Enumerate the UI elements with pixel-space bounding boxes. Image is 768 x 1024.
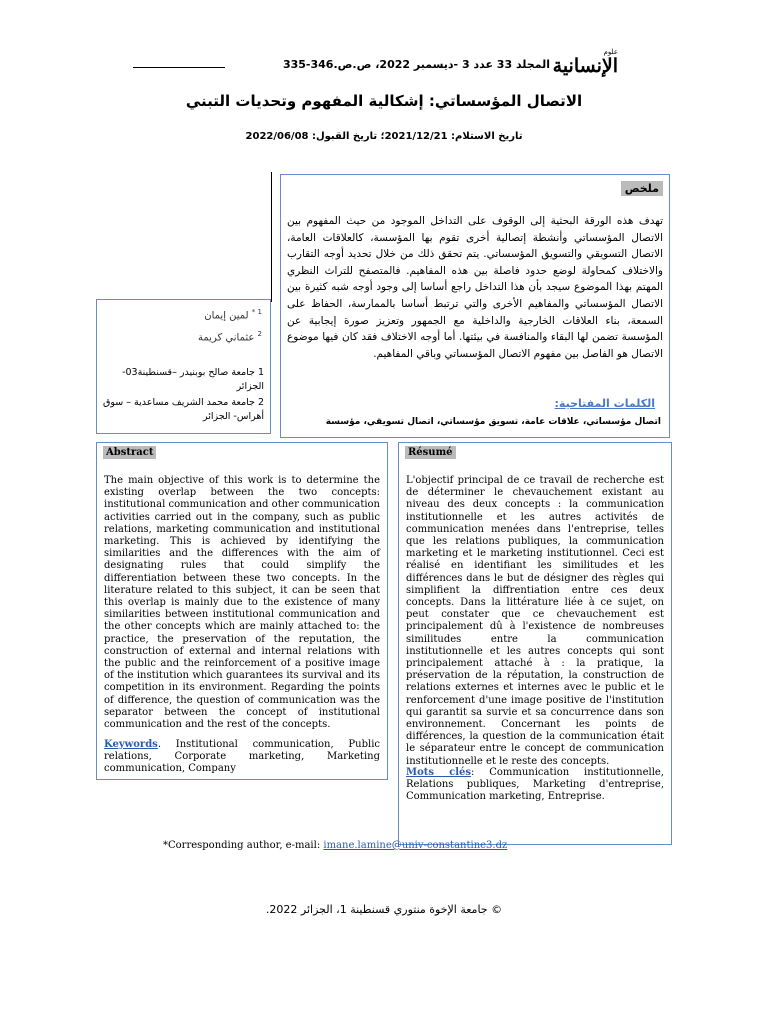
author-1 bbox=[204, 308, 262, 321]
journal-info: المجلد 33 عدد 3 -ديسمبر 2022، ص.ص.346-335 bbox=[282, 58, 550, 71]
author-1-name: لمين إيمان bbox=[204, 310, 249, 322]
affiliation-1: 1 جامعة صالح بوبنيدر –قسنطينة03- الجزائر bbox=[122, 367, 264, 392]
resume-text: L'objectif principal de ce travail de recherche est de déterminer le chevauchement existant au niveau des deux concepts : la communication institutionnelle et les autres activités de communication menées dans l'entreprise, telles que les relations publiques, la communication marketing et le marketing institutionnel. Ceci est réalisé en identifiant les similitudes et les différences dans le but de désigner des règles qui simplifient la diffrentiation entre ces deux concepts. Dans la littérature liée à ce sujet, on peut constater que ce chevauchement est principalement dû à l'existence de nombreuses similitudes entre la communication institutionnelle et les autres concepts qui sont principalement attaché à : la pratique, la préservation de la réputation, la construction de relations externes et internes avec le public et le renforcement d'une image positive de l'institution qui garantit sa survie et sa concurrence dans son environnement. Concernant les points de différences, la question de la communication était le séparateur entre le concept de communication institutionnelle et le reste des concepts. bbox=[406, 475, 664, 767]
english-abstract-box bbox=[96, 442, 388, 780]
affiliation-2: 2 جامعة محمد الشريف مساعدية – سوق أهراس- الجزائر bbox=[103, 397, 264, 422]
abstract-text: The main objective of this work is to determine the existing overlap between the two concepts: institutional communication and other communication activities carried out in the company, such as public relations, marketing communication and institutional marketing. This is achieved by identifying the similarities and the differences with the aim of designating rules that could simplify the differentiation between these two concepts. In the literature related to this subject, it can be seen that this overlap is mainly due to the existence of many similarities between institutional communication and the other concepts which are mainly attached to: the practice, the preservation of the reputation, the construction of external and internal relations with the public and the reinforcement of a positive image of the institution which guarantees its survival and its competition in its environment. Regarding the points of difference, the question of communication was the separator between the concept of institutional communication and the rest of the concepts. bbox=[104, 475, 380, 731]
resume-keywords-text: : Communication institutionnelle, Relations publiques, Marketing d'entreprise, Communication marketing, Entreprise. bbox=[406, 767, 664, 803]
author-2 bbox=[198, 330, 262, 343]
vertical-divider bbox=[271, 172, 272, 302]
author-1-mark: 1 * bbox=[251, 308, 262, 316]
header-rule bbox=[133, 67, 225, 68]
authors-box bbox=[96, 299, 271, 434]
author-2-mark: 2 bbox=[257, 330, 262, 338]
resume-keywords-label: Mots clés bbox=[406, 767, 472, 778]
copyright-line: © جامعة الإخوة منتوري قسنطينة 1، الجزائر 2022. bbox=[265, 903, 503, 916]
paper-title: الاتصال المؤسساتي: إشكالية المفهوم وتحديات التبني bbox=[185, 92, 583, 110]
arabic-keywords: اتصال مؤسساتي، علاقات عامة، تسويق مؤسساتي، اتصال تسويقي، مؤسسة bbox=[325, 417, 661, 427]
arabic-abstract-text: تهدف هذه الورقة البحثية إلى الوقوف على التداخل الموجود من حيث المفهوم بين الاتصال المؤسساتي وأنشطة إتصالية أخرى تقوم بها المؤسسة، كالعلاقات العامة، الاتصال التسويقي والتسويق المؤسساتي. يتم تحقق ذلك من خلال تحديد أوجه التقارب والاختلاف كمحاولة لوضع حدود فاصلة بين هذه المفاهيم. فالمتصفح للتراث النظري المهتم بهذا الموضوع سيجد بأن هذا التداخل راجع أساسا إلى وجود أوجه شبه كثيرة بين الاتصال المؤسساتي والمفاهيم الأخرى والتي ترتبط أساسا بالممارسة، الحفاظ على السمعة، بناء العلاقات الخارجية والداخلية مع الجمهور وتعزيز صورة إيجابية عن المؤسسة تضمن لها البقاء والمنافسة في بيئتها. أما أوجه الاختلاف فقد كان فيها موضوع الاتصال هو الفاصل بين مفهوم الاتصال المؤسساتي وباقي المفاهيم. bbox=[287, 215, 663, 360]
abstract-label: Abstract bbox=[103, 446, 156, 459]
corresponding-author-note bbox=[163, 840, 507, 851]
abstract-keywords bbox=[104, 739, 380, 776]
french-resume-box bbox=[398, 442, 672, 845]
arabic-abstract-label: ملخص bbox=[621, 181, 663, 196]
corresponding-author-prefix: *Corresponding author, e-mail: bbox=[163, 840, 324, 851]
submission-dates: تاريخ الاستلام: 2021/12/21؛ تاريخ القبول: 2022/06/08 bbox=[245, 131, 523, 142]
abstract-keywords-label: Keywords bbox=[104, 739, 158, 750]
author-2-name: عثماني كريمة bbox=[198, 332, 255, 344]
journal-logo bbox=[543, 48, 618, 78]
arabic-abstract-box bbox=[280, 174, 670, 438]
resume-label: Résumé bbox=[405, 446, 456, 459]
logo-subtitle: علوم bbox=[603, 48, 618, 56]
abstract-keywords-text: . Institutional communication, Public relations, Corporate marketing, Marketing communication, Company bbox=[104, 739, 380, 775]
corresponding-author-email[interactable]: imane.lamine@univ-constantine3.dz bbox=[323, 840, 508, 851]
arabic-keywords-label: الكلمات المفتاحية: bbox=[554, 397, 655, 410]
resume-keywords bbox=[406, 767, 664, 804]
logo-title: الإنسانية bbox=[552, 55, 618, 77]
